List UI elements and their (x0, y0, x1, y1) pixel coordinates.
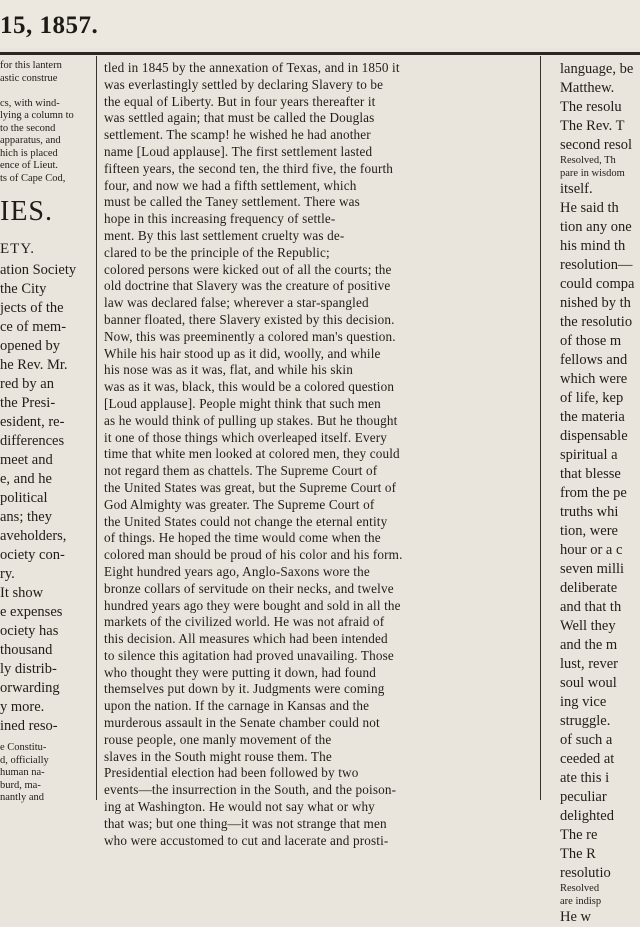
left-body-line: the City (0, 281, 47, 297)
left-body-line: ined reso- (0, 718, 58, 734)
left-body-line: ociety con- (0, 547, 65, 563)
left-notice-line: for this lantern (0, 60, 62, 71)
left-notice-line: ts of Cape Cod, (0, 172, 66, 184)
left-notice-line: human na- (0, 767, 45, 778)
article-line: was everlastingly settled by declaring Slavery to be (104, 76, 384, 92)
right-column-line: seven milli (560, 561, 625, 577)
article-line: slaves in the South might rouse them. The (104, 748, 332, 764)
right-column-line: Matthew. (560, 80, 615, 96)
article-line: not regard them as chattels. The Supreme Court of (104, 463, 378, 479)
left-notice-line: ence of Lieut. (0, 160, 59, 171)
left-column-bottom-notice (0, 742, 92, 805)
right-column-line: He said th (560, 200, 619, 216)
article-line: clared to be the principle of the Republic; (104, 244, 330, 260)
left-body-line: e expenses (0, 604, 63, 620)
article-line: four, and now we had a fifth settlement, which (104, 177, 357, 193)
right-column-line: soul woul (560, 675, 617, 691)
left-body-line: opened by (0, 338, 60, 354)
right-column-line: hour or a c (560, 542, 623, 558)
article-line: his nose was as it was, flat, and while his skin (104, 362, 353, 378)
left-body-line: It show (0, 585, 44, 601)
right-column-line: ceeded at (560, 751, 615, 767)
left-body-line: he Rev. Mr. (0, 357, 68, 373)
right-column-line: Resolved (560, 883, 600, 894)
article-line: [Loud applause]. People might think that such men (104, 395, 381, 411)
left-body-line: ce of mem- (0, 319, 67, 335)
article-line: rouse people, one manly movement of the (104, 731, 332, 747)
article-line: to silence this agitation had proved unavailing. Those (104, 647, 394, 663)
article-line: markets of the civilized world. He was not afraid of (104, 614, 385, 630)
right-column-line: the materia (560, 409, 625, 425)
left-notice-line: cs, with wind- (0, 97, 60, 109)
right-column-line: lust, rever (560, 656, 618, 672)
article-line: old doctrine that Slavery was the creature of positive (104, 278, 391, 294)
left-notice-line: lying a column to (0, 110, 74, 121)
left-notice-line: burd, ma- (0, 779, 41, 791)
left-notice-line: apparatus, and (0, 135, 61, 146)
masthead-date: 15, 1857. (0, 12, 99, 39)
right-column-line: tion any one (560, 219, 632, 235)
article-line: hundred years ago they were bought and sold in all the (104, 597, 401, 613)
right-column-line: pare in wisdom (560, 167, 625, 179)
left-column-top-notice (0, 60, 92, 185)
left-body-line: orwarding (0, 680, 60, 696)
left-column (0, 60, 92, 805)
article-line: who were accustomed to cut and lacerate and prosti- (104, 832, 389, 848)
right-column-line: The Rev. T (560, 118, 625, 134)
left-body-line: ry. (0, 566, 15, 582)
right-column-line: which were (560, 371, 628, 387)
article-line: ing at Washington. He would not say what or why (104, 799, 375, 815)
right-column-line: dispensable (560, 428, 628, 444)
article-line: colored persons were kicked out of all the courts; the (104, 261, 392, 277)
right-column-line: his mind th (560, 238, 626, 254)
article-line: hope in this increasing frequency of settle- (104, 211, 336, 227)
left-notice-line: hich is placed (0, 147, 58, 159)
right-column-line: resolution— (560, 257, 633, 273)
right-column-line: fellows and (560, 352, 628, 368)
left-column-body (0, 261, 92, 736)
right-column (560, 60, 640, 927)
article-line: the United States could not change the eternal entity (104, 513, 388, 529)
right-column-line: The R (560, 846, 596, 862)
article-line: this decision. All measures which had been intended (104, 631, 388, 647)
article-line: Now, this was preeminently a colored man's question. (104, 328, 396, 344)
right-column-line: and that th (560, 599, 622, 615)
right-column-text (560, 60, 640, 927)
article-line: banner floated, there Slavery existed by this decision. (104, 311, 395, 327)
right-column-line: language, be (560, 61, 634, 77)
right-column-line: of life, kep (560, 390, 624, 406)
right-column-line: ing vice (560, 694, 607, 710)
right-column-line: the resolutio (560, 314, 633, 330)
article-line: bronze collars of servitude on their necks, and twelve (104, 580, 394, 596)
article-line: ment. By this last settlement cruelty was de- (104, 227, 345, 243)
left-body-line: ly distrib- (0, 661, 57, 677)
article-line: upon the nation. If the carnage in Kansas and the (104, 698, 370, 714)
article-line: as he would think of pulling up stakes. But he thought (104, 412, 398, 428)
left-notice-line (0, 85, 92, 98)
right-column-line: that blesse (560, 466, 621, 482)
left-column-heading: IES. (0, 196, 53, 227)
left-notice-line: d, officially (0, 754, 49, 766)
left-body-line: thousand (0, 642, 53, 658)
left-body-line: ans; they (0, 509, 52, 525)
main-article (104, 60, 528, 849)
right-column-line: ate this i (560, 770, 610, 786)
main-article-text (104, 60, 528, 849)
right-column-line: struggle. (560, 713, 611, 729)
right-column-line: The resolu (560, 99, 622, 115)
article-line: events—the insurrection in the South, and the poison- (104, 782, 397, 798)
column-rule-left (96, 56, 97, 800)
left-notice-line: astic construe (0, 72, 58, 84)
right-column-line: of those m (560, 333, 622, 349)
right-column-line: and the m (560, 637, 618, 653)
column-rule-right (540, 56, 541, 800)
article-line: was as it was, black, this would be a colored question (104, 379, 395, 395)
left-notice-line: e Constitu- (0, 742, 47, 753)
right-column-line: peculiar (560, 789, 607, 805)
right-column-line: itself. (560, 181, 593, 197)
right-column-line: second resol (560, 137, 633, 153)
right-column-line: He w (560, 909, 592, 925)
article-line: themselves put down by it. Judgments were coming (104, 681, 385, 697)
article-line: settlement. The scamp! he wished he had another (104, 127, 371, 143)
spacer (0, 185, 92, 195)
left-body-line: differences (0, 433, 65, 449)
right-column-line: of such a (560, 732, 613, 748)
right-column-line: from the pe (560, 485, 627, 501)
article-line: the United States was great, but the Supreme Court of (104, 479, 397, 495)
left-body-line: red by an (0, 376, 54, 392)
article-line: the equal of Liberty. But in four years thereafter it (104, 93, 376, 109)
left-body-line: esident, re- (0, 414, 65, 430)
left-body-line: e, and he (0, 471, 52, 487)
left-column-subhead: ETY. (0, 241, 35, 257)
article-line: While his hair stood up as it did, woolly, and while (104, 345, 381, 361)
article-line: tled in 1845 by the annexation of Texas, and in 1850 it (104, 60, 400, 75)
article-line: God Almighty was greater. The Supreme Court of (104, 496, 375, 512)
left-body-line: jects of the (0, 300, 64, 316)
article-line: murderous assault in the Senate chamber could not (104, 715, 380, 731)
article-line: Presidential election had been followed by two (104, 765, 359, 781)
right-column-line: resolutio (560, 865, 611, 881)
masthead-rule (0, 52, 640, 55)
left-body-line: y more. (0, 699, 45, 715)
masthead-strip (0, 0, 640, 48)
article-line: who thought they were putting it down, had found (104, 664, 377, 680)
article-line: colored man should be proud of his color and his form. (104, 547, 403, 563)
left-notice-line: to the second (0, 122, 56, 134)
right-column-line: spiritual a (560, 447, 618, 463)
right-column-line: nished by th (560, 295, 631, 311)
left-body-line: the Presi- (0, 395, 56, 411)
left-body-line: aveholders, (0, 528, 67, 544)
right-column-line: tion, were (560, 523, 618, 539)
right-column-line: deliberate (560, 580, 618, 596)
article-line: law was declared false; wherever a star-spangled (104, 295, 369, 311)
left-body-line: political (0, 490, 48, 506)
article-line: of things. He hoped the time would come when the (104, 530, 381, 546)
left-body-line: meet and (0, 452, 53, 468)
article-line: Eight hundred years ago, Anglo-Saxons wore the (104, 563, 370, 579)
left-body-line: ation Society (0, 262, 77, 278)
article-line: it one of those things which overleaped itself. Every (104, 429, 387, 445)
article-line: must be called the Taney settlement. There was (104, 194, 360, 210)
article-line: name [Loud applause]. The first settlement lasted (104, 143, 373, 159)
article-line: fifteen years, the second ten, the third five, the fourth (104, 160, 394, 176)
right-column-line: Well they (560, 618, 616, 634)
right-column-line: The re (560, 827, 598, 843)
right-column-line: could compa (560, 276, 635, 292)
right-column-line: Resolved, Th (560, 155, 616, 166)
article-line: was settled again; that must be called the Douglas (104, 110, 375, 126)
right-column-line: are indisp (560, 895, 602, 907)
right-column-line: truths whi (560, 504, 619, 520)
left-body-line: ociety has (0, 623, 59, 639)
left-notice-line: nantly and (0, 792, 45, 803)
article-line: that was; but one thing—it was not strange that men (104, 815, 387, 831)
right-column-line: delighted (560, 808, 614, 824)
article-line: time that white men looked at colored men, they could (104, 446, 400, 462)
